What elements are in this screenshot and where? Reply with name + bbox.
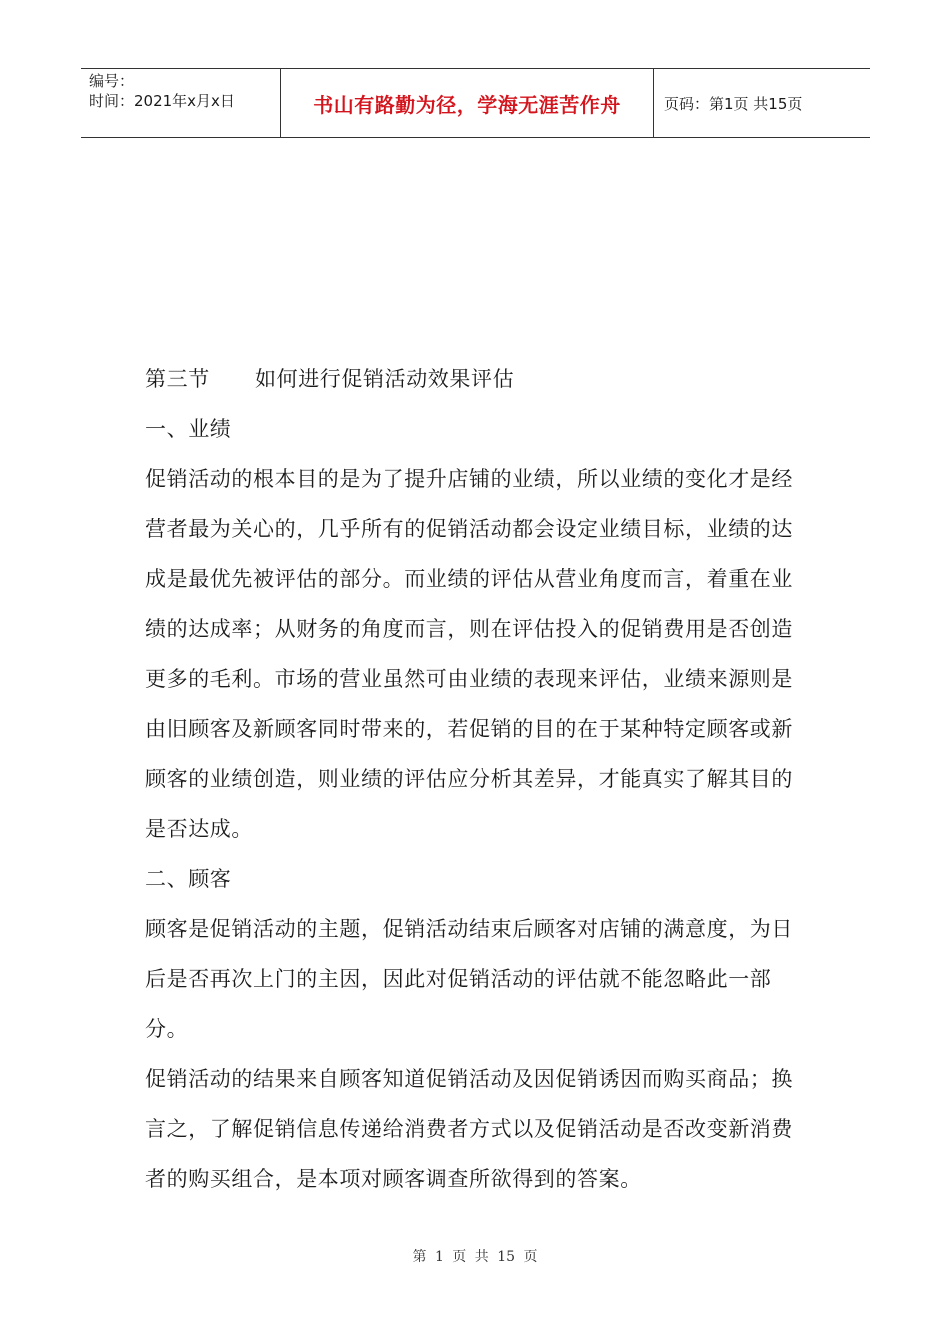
paragraph-performance: 促销活动的根本目的是为了提升店铺的业绩，所以业绩的变化才是经营者最为关心的，几乎所有的促销活动都会设定业绩目标，业绩的达成是最优先被评估的部分。而业绩的评估从营业角度而言，着重在业绩的达成率；从财务的角度而言，则在评估投入的促销费用是否创造更多的毛利。市场的营业虽然可由业绩的表现来评估，业绩来源则是由旧顾客及新顾客同时带来的，若促销的目的在于某种特定顾客或新顾客的业绩创造，则业绩的评估应分析其差异，才能真实了解其目的是否达成。 [145, 467, 793, 841]
subheading-customers: 二、顾客 [145, 867, 232, 891]
header-meta [81, 69, 281, 137]
subheading-performance: 一、业绩 [145, 417, 232, 441]
code-label: 编号： [89, 72, 135, 90]
section-number: 第三节 [145, 367, 210, 391]
paragraph-customers-2: 促销活动的结果来自顾客知道促销活动及因促销诱因而购买商品；换言之，了解促销信息传递给消费者方式以及促销活动是否改变新消费者的购买组合，是本项对顾客调查所欲得到的答案。 [145, 1067, 793, 1191]
section-title: 如何进行促销活动效果评估 [255, 367, 515, 391]
page-header [81, 68, 870, 138]
header-motto: 书山有路勤为径，学海无涯苦作舟 [281, 69, 654, 137]
header-page-info: 页码：第1页 共15页 [664, 94, 803, 113]
time-label: 时间：2021年x月x日 [89, 92, 235, 110]
paragraph-customers-1: 顾客是促销活动的主题，促销活动结束后顾客对店铺的满意度，为日后是否再次上门的主因，因此对促销活动的评估就不能忽略此一部分。 [145, 917, 793, 1041]
document-body [145, 354, 810, 1204]
page-footer: 第 1 页 共 15 页 [412, 1249, 538, 1265]
section-heading [145, 354, 810, 404]
